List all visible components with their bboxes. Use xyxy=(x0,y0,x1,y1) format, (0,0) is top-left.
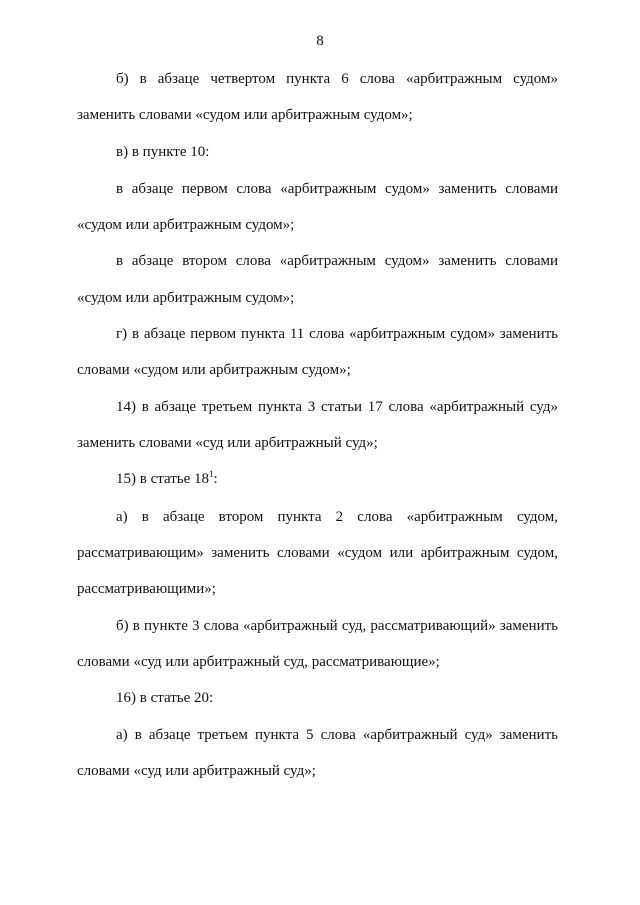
text-line: а) в абзаце втором пункта 2 слова «арбитражным судом, xyxy=(116,509,558,525)
text-line: «судом или арбитражным судом»; xyxy=(77,290,295,306)
text-line: 16) в статье 20: xyxy=(116,690,214,706)
text-line: заменить словами «суд или арбитражный суд»; xyxy=(77,435,378,451)
text-line: словами «суд или арбитражный суд, рассматривающие»; xyxy=(77,654,440,670)
text-line: 14) в абзаце третьем пункта 3 статьи 17 слова «арбитражный суд» xyxy=(116,399,558,415)
text-line: «судом или арбитражным судом»; xyxy=(77,217,295,233)
page-number: 8 xyxy=(316,33,324,49)
text-line: словами «суд или арбитражный суд»; xyxy=(77,763,316,779)
text-fragment: 15) в статье 18 xyxy=(116,471,210,487)
text-line: а) в абзаце третьем пункта 5 слова «арбитражный суд» заменить xyxy=(116,727,558,743)
text-line: г) в абзаце первом пункта 11 слова «арбитражным судом» заменить xyxy=(116,326,558,342)
text-line: словами «судом или арбитражным судом»; xyxy=(77,362,351,378)
text-fragment: : xyxy=(213,471,218,487)
superscript: 1 xyxy=(209,469,214,479)
text-line: заменить словами «судом или арбитражным судом»; xyxy=(77,107,413,123)
text-line: в абзаце первом слова «арбитражным судом» заменить словами xyxy=(116,181,558,197)
text-line-with-superscript xyxy=(116,470,558,488)
text-line: рассматривающими»; xyxy=(77,581,216,597)
text-line: б) в пункте 3 слова «арбитражный суд, рассматривающий» заменить xyxy=(116,618,558,634)
text-line: б) в абзаце четвертом пункта 6 слова «арбитражным судом» xyxy=(116,71,558,87)
text-line: рассматривающим» заменить словами «судом или арбитражным судом, xyxy=(77,545,558,561)
text-line: в) в пункте 10: xyxy=(116,144,210,160)
text-line: в абзаце втором слова «арбитражным судом» заменить словами xyxy=(116,253,558,269)
